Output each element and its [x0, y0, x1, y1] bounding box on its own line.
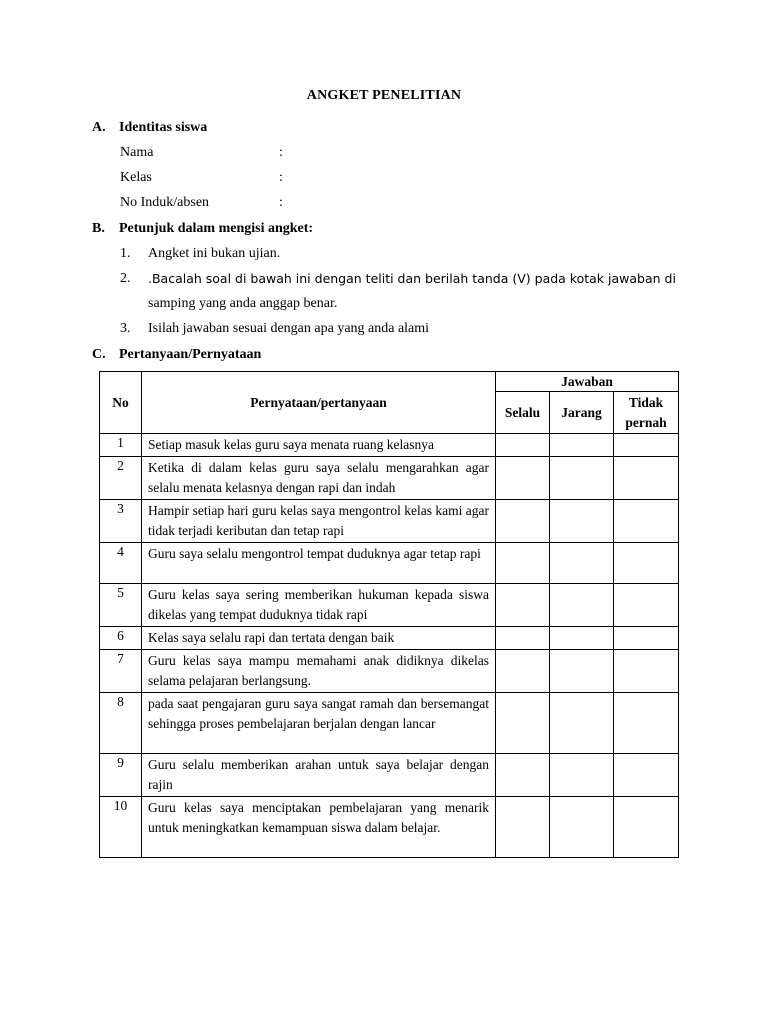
option-header-jarang: Jarang	[550, 392, 614, 434]
table-header-row	[100, 372, 679, 392]
questionnaire-table	[99, 371, 679, 858]
section-b-heading	[92, 221, 313, 237]
answer-cell-selalu[interactable]	[496, 434, 550, 457]
field-colon-no-induk: :	[279, 195, 283, 210]
section-b-letter: B.	[92, 221, 105, 236]
answer-cell-selalu[interactable]	[496, 754, 550, 797]
row-number: 5	[100, 584, 142, 627]
answer-cell-jarang[interactable]	[550, 457, 614, 500]
table-row	[100, 693, 679, 754]
option-header-tidak-pernah: Tidak pernah	[614, 392, 679, 434]
instruction-text: .Bacalah soal di bawah ini dengan teliti dan berilah tanda (V) pada kotak jawaban di	[148, 271, 676, 286]
table-row	[100, 627, 679, 650]
answer-cell-jarang[interactable]	[550, 693, 614, 754]
answer-cell-selalu[interactable]	[496, 457, 550, 500]
section-c-letter: C.	[92, 347, 106, 362]
row-statement: Hampir setiap hari guru kelas saya mengontrol kelas kami agar tidak terjadi keributan dan tetap rapi	[142, 500, 496, 543]
answer-cell-tidak-pernah[interactable]	[614, 693, 679, 754]
row-number: 8	[100, 693, 142, 754]
column-header-answer: Jawaban	[496, 372, 679, 392]
answer-cell-selalu[interactable]	[496, 797, 550, 858]
answer-cell-jarang[interactable]	[550, 754, 614, 797]
instruction-number: 1.	[120, 246, 131, 261]
column-header-no: No	[100, 372, 142, 434]
answer-cell-tidak-pernah[interactable]	[614, 500, 679, 543]
answer-cell-jarang[interactable]	[550, 650, 614, 693]
section-b-title: Petunjuk dalam mengisi angket:	[119, 221, 314, 236]
answer-cell-tidak-pernah[interactable]	[614, 457, 679, 500]
row-statement: Guru kelas saya menciptakan pembelajaran yang menarik untuk meningkatkan kemampuan siswa dalam belajar.	[142, 797, 496, 858]
answer-cell-tidak-pernah[interactable]	[614, 650, 679, 693]
row-number: 2	[100, 457, 142, 500]
answer-cell-tidak-pernah[interactable]	[614, 754, 679, 797]
field-label-kelas: Kelas	[120, 170, 152, 185]
row-number: 7	[100, 650, 142, 693]
section-a-title: Identitas siswa	[119, 120, 208, 135]
answer-cell-tidak-pernah[interactable]	[614, 434, 679, 457]
field-label-nama: Nama	[120, 145, 154, 160]
table-row	[100, 457, 679, 500]
answer-cell-jarang[interactable]	[550, 500, 614, 543]
instruction-number: 2.	[120, 271, 131, 286]
answer-cell-jarang[interactable]	[550, 627, 614, 650]
row-number: 6	[100, 627, 142, 650]
row-statement: Guru kelas saya mampu memahami anak didiknya dikelas selama pelajaran berlangsung.	[142, 650, 496, 693]
column-header-statement: Pernyataan/pertanyaan	[142, 372, 496, 434]
answer-cell-selalu[interactable]	[496, 543, 550, 584]
answer-cell-jarang[interactable]	[550, 797, 614, 858]
table-row	[100, 584, 679, 627]
table-row	[100, 543, 679, 584]
section-a-letter: A.	[92, 120, 106, 135]
answer-cell-jarang[interactable]	[550, 584, 614, 627]
table-row	[100, 434, 679, 457]
answer-cell-tidak-pernah[interactable]	[614, 797, 679, 858]
answer-cell-selalu[interactable]	[496, 584, 550, 627]
answer-cell-jarang[interactable]	[550, 434, 614, 457]
instruction-text: Angket ini bukan ujian.	[148, 246, 281, 261]
answer-cell-tidak-pernah[interactable]	[614, 543, 679, 584]
option-header-selalu: Selalu	[496, 392, 550, 434]
row-statement: pada saat pengajaran guru saya sangat ramah dan bersemangat sehingga proses pembelajaran berjalan dengan lancar	[142, 693, 496, 754]
instruction-text: Isilah jawaban sesuai dengan apa yang anda alami	[148, 321, 430, 336]
table-row	[100, 500, 679, 543]
answer-cell-selalu[interactable]	[496, 500, 550, 543]
row-number: 9	[100, 754, 142, 797]
row-number: 4	[100, 543, 142, 584]
table-row	[100, 650, 679, 693]
answer-cell-tidak-pernah[interactable]	[614, 627, 679, 650]
section-a-heading	[92, 120, 207, 136]
row-number: 3	[100, 500, 142, 543]
answer-cell-tidak-pernah[interactable]	[614, 584, 679, 627]
section-c-title: Pertanyaan/Pernyataan	[119, 347, 262, 362]
field-label-no-induk: No Induk/absen	[120, 195, 210, 210]
row-statement: Guru kelas saya sering memberikan hukuman kepada siswa dikelas yang tempat duduknya tidak rapi	[142, 584, 496, 627]
row-statement: Setiap masuk kelas guru saya menata ruang kelasnya	[142, 434, 496, 457]
table-row	[100, 797, 679, 858]
row-statement: Guru saya selalu mengontrol tempat duduknya agar tetap rapi	[142, 543, 496, 584]
instruction-number: 3.	[120, 321, 131, 336]
answer-cell-jarang[interactable]	[550, 543, 614, 584]
section-c-heading	[92, 347, 261, 363]
table-row	[100, 754, 679, 797]
answer-cell-selalu[interactable]	[496, 693, 550, 754]
row-statement: Ketika di dalam kelas guru saya selalu mengarahkan agar selalu menata kelasnya dengan rapi dan indah	[142, 457, 496, 500]
answer-cell-selalu[interactable]	[496, 627, 550, 650]
row-number: 1	[100, 434, 142, 457]
row-statement: Guru selalu memberikan arahan untuk saya belajar dengan rajin	[142, 754, 496, 797]
row-statement: Kelas saya selalu rapi dan tertata dengan baik	[142, 627, 496, 650]
field-colon-kelas: :	[279, 170, 283, 185]
document-title: ANGKET PENELITIAN	[306, 88, 462, 103]
instruction-text-continuation: samping yang anda anggap benar.	[148, 296, 338, 311]
field-colon-nama: :	[279, 145, 283, 160]
answer-cell-selalu[interactable]	[496, 650, 550, 693]
row-number: 10	[100, 797, 142, 858]
